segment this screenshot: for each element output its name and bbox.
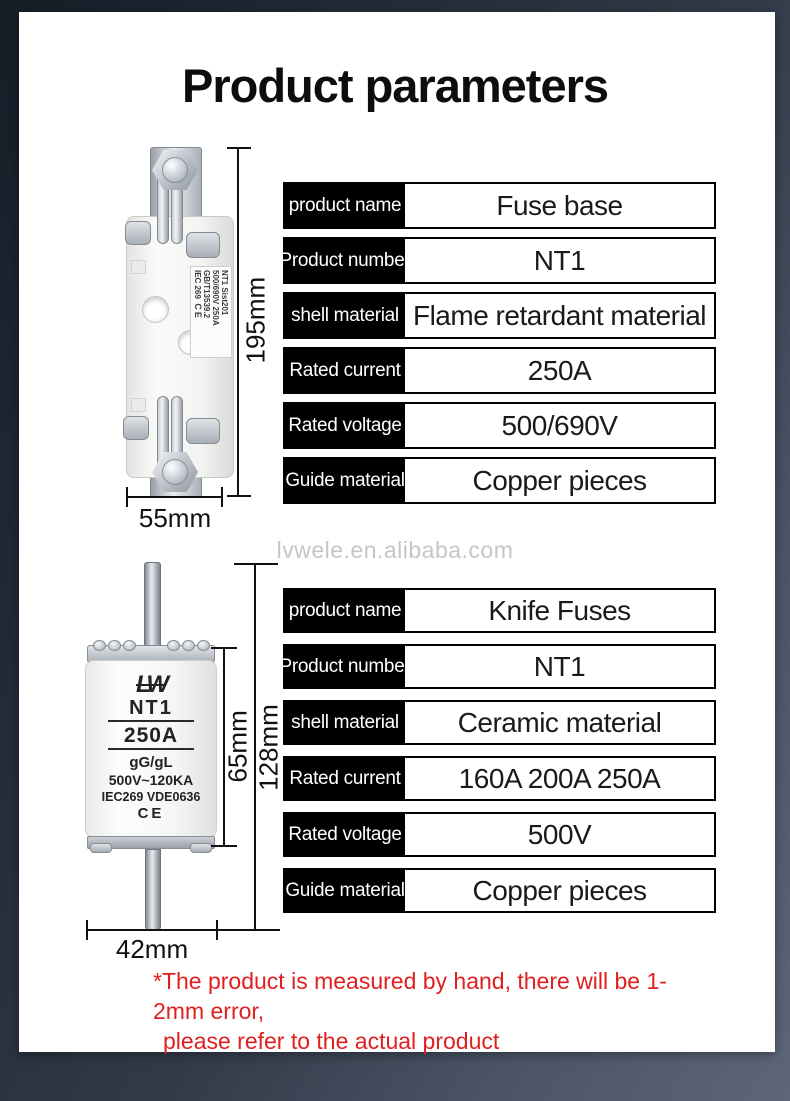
hex-bolt-cap bbox=[162, 459, 188, 485]
spec-value: Ceramic material bbox=[457, 706, 662, 738]
table-row bbox=[283, 756, 716, 801]
spec-value: NT1 bbox=[533, 244, 586, 276]
table-row bbox=[283, 402, 716, 449]
spec-label: Rated voltage bbox=[285, 404, 405, 447]
spec-value: 250A bbox=[527, 354, 592, 386]
spec-value: Knife Fuses bbox=[488, 594, 631, 626]
sticker-line: NT1 Sist201 bbox=[220, 270, 229, 316]
table-row bbox=[283, 292, 716, 339]
dimension-tick bbox=[211, 647, 237, 649]
table-row bbox=[283, 347, 716, 394]
table-row bbox=[283, 588, 716, 633]
sticker-line: GB/T13539.2 bbox=[202, 270, 211, 319]
knife-fuse-spec-table bbox=[279, 588, 716, 924]
dimension-tick bbox=[221, 487, 223, 507]
spec-value: 160A 200A 250A bbox=[458, 762, 661, 794]
fuse-base-notch bbox=[131, 260, 146, 274]
spec-value: Copper pieces bbox=[472, 874, 647, 906]
spec-label: Guide material bbox=[285, 870, 405, 911]
disclaimer-line-2: please refer to the actual product bbox=[163, 1028, 500, 1054]
spec-label: Rated current bbox=[285, 349, 405, 392]
watermark-text: lvwele.en.alibaba.com bbox=[276, 537, 514, 563]
dimension-tick bbox=[211, 845, 237, 847]
knife-fuse-bottom-blade bbox=[145, 849, 161, 930]
spec-value: NT1 bbox=[533, 650, 586, 682]
dimension-tick bbox=[86, 920, 88, 940]
table-row bbox=[283, 812, 716, 857]
table-row bbox=[283, 182, 716, 229]
spec-label: Rated voltage bbox=[285, 814, 405, 855]
spec-value: 500/690V bbox=[501, 409, 618, 441]
dimension-line-55mm bbox=[127, 496, 223, 498]
fuse-current: 250A bbox=[123, 724, 179, 747]
cap-foot bbox=[90, 843, 112, 853]
fuse-base-rating-sticker bbox=[190, 266, 232, 358]
spec-value: Copper pieces bbox=[472, 464, 647, 496]
cap-rivet bbox=[197, 640, 210, 651]
disclaimer-line-1: *The product is measured by hand, there will be 1-2mm error, bbox=[153, 968, 667, 1024]
spec-value: Fuse base bbox=[496, 189, 623, 221]
hex-bolt-cap bbox=[162, 157, 188, 183]
label-divider bbox=[108, 748, 194, 750]
spec-label: shell material bbox=[285, 294, 405, 337]
dimension-label-height: 195mm bbox=[240, 276, 271, 364]
dimension-tick bbox=[227, 495, 251, 497]
knife-fuse-top-blade bbox=[144, 562, 161, 654]
table-row bbox=[279, 237, 716, 284]
table-row bbox=[283, 700, 716, 745]
dimension-tick bbox=[227, 147, 251, 149]
measurement-disclaimer bbox=[153, 966, 713, 1056]
dimension-tick bbox=[126, 487, 128, 507]
spec-label: Product number bbox=[285, 646, 405, 687]
table-row bbox=[283, 457, 716, 504]
dimension-label-body-height: 65mm bbox=[222, 710, 253, 783]
sticker-line: IEC 269 CE bbox=[193, 270, 203, 320]
cap-rivet bbox=[93, 640, 106, 651]
terminal-bolt bbox=[125, 221, 151, 245]
dimension-label-width: 55mm bbox=[138, 503, 212, 533]
table-row bbox=[283, 868, 716, 913]
cap-rivet bbox=[182, 640, 195, 651]
ce-mark: CE bbox=[193, 303, 203, 320]
spec-label: Product number bbox=[285, 239, 405, 282]
spec-label: Guide material bbox=[285, 459, 405, 502]
fuse-base-spec-table bbox=[279, 182, 716, 512]
fuse-model: NT1 bbox=[129, 697, 173, 719]
cap-rivet bbox=[108, 640, 121, 651]
dimension-label-total-height: 128mm bbox=[253, 704, 284, 791]
spec-label: product name bbox=[285, 590, 405, 631]
dimension-tick bbox=[216, 920, 218, 940]
spec-label: Rated current bbox=[285, 758, 405, 799]
brand-logo: LW bbox=[136, 671, 166, 698]
spec-value: 500V bbox=[527, 818, 592, 850]
dimension-tick bbox=[234, 563, 278, 565]
cap-foot bbox=[190, 843, 212, 853]
knife-fuse-body bbox=[85, 660, 217, 838]
table-row bbox=[279, 644, 716, 689]
spec-value: Flame retardant material bbox=[412, 299, 706, 331]
dimension-line-42mm bbox=[87, 929, 280, 931]
sticker-line: 500/690V 250A bbox=[211, 270, 220, 326]
fuse-rating: 500V~120KA bbox=[108, 772, 194, 788]
spec-label: shell material bbox=[285, 702, 405, 743]
dimension-line-195mm bbox=[237, 148, 239, 497]
ce-mark: CE bbox=[137, 805, 165, 822]
fuse-standards: IEC269 VDE0636 bbox=[101, 790, 201, 804]
clip-screw bbox=[186, 418, 220, 444]
terminal-bolt bbox=[123, 416, 149, 440]
page-title: Product parameters bbox=[181, 59, 609, 112]
spec-label: product name bbox=[285, 184, 405, 227]
cap-rivet bbox=[167, 640, 180, 651]
dimension-label-width: 42mm bbox=[115, 934, 189, 964]
fuse-class: gG/gL bbox=[129, 754, 173, 771]
clip-screw bbox=[186, 232, 220, 258]
fuse-base-mounting-hole bbox=[142, 296, 169, 323]
label-divider bbox=[108, 720, 194, 722]
fuse-base-notch bbox=[131, 398, 146, 412]
cap-rivet bbox=[123, 640, 136, 651]
